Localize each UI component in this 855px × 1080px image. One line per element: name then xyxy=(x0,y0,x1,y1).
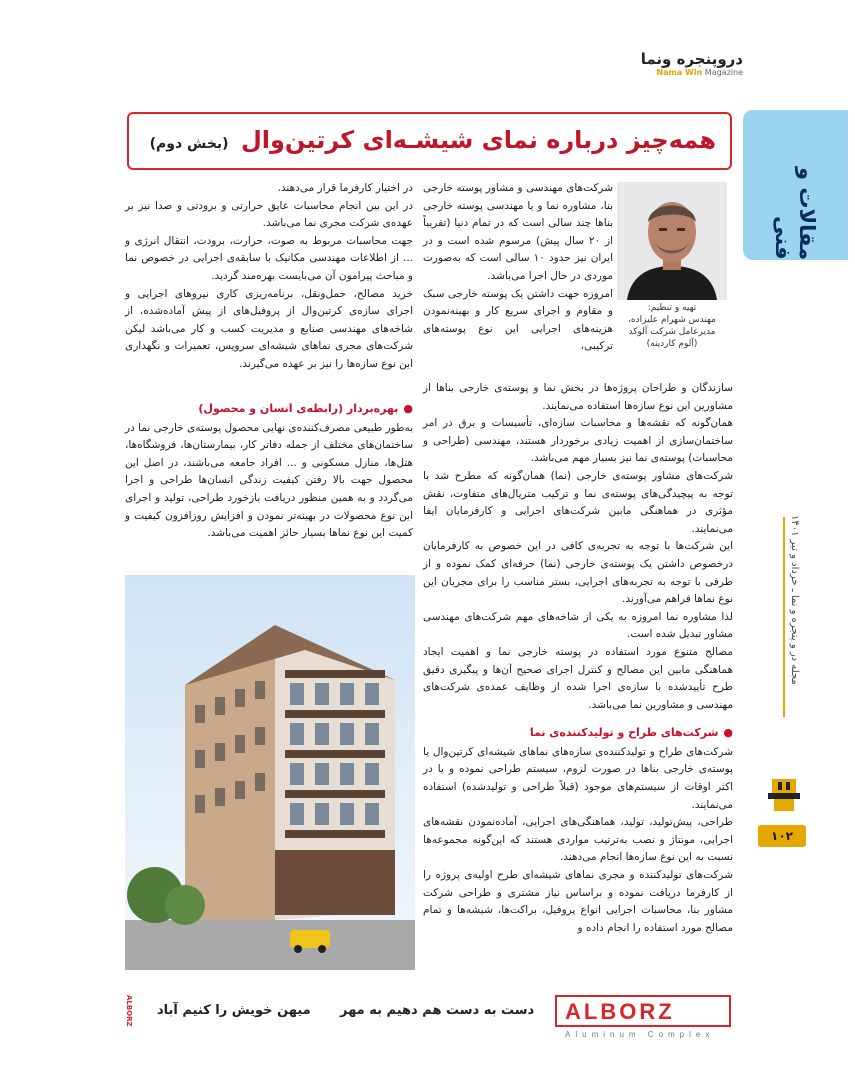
paragraph: شرکت‌های طراح و تولیدکننده‌ی سازه‌های نماهای شیشه‌ای کرتین‌وال یا پوسته‌ی خارجی بناها در صورت لزوم، سیستم طراحی نموده و یا در اکثر اوقات از سیستم‌های موجود (قبلاً طراحی و تولیدشده) استفاده می‌نمایند. xyxy=(423,745,733,811)
paragraph: مصالح متنوع مورد استفاده در پوسته خارجی نما و اهمیت ایجاد هماهنگی مابین این مصالح و کنترل اجرای صحیح آن‌ها و پیگیری دقیق طرح تأییدشده با سازه‌ی اجرا شده از وظایف عمده‌ی شرکت‌های مهندسی و مشاورین نما می‌باشد. xyxy=(423,645,733,711)
section-heading-text: بهره‌بردار (رابطه‌ی انسان و محصول) xyxy=(198,402,399,415)
paragraph: شرکت‌های مشاور پوسته‌ی خارجی (نما) همان‌گونه که مطرح شد با توجه به پیچیدگی‌های پوسته‌ی نما و ترکیب متریال‌های متفاوت، نقش مؤثری در هماهنگی مابین شرکت‌های اجرایی و کارفرمایان ایفا می‌نمایند. xyxy=(423,469,733,535)
paragraph: طراحی، پیش‌تولید، تولید، هماهنگی‌های اجرایی، آماده‌نمودن نقشه‌های اجرایی، مونتاژ و نصب به‌ترتیب مواردی هستند که این‌گونه مجموعه‌ها نسبت به این نوع سازه‌ها انجام می‌دهند. xyxy=(423,816,733,864)
footer-side-brand-text: ALBORZ xyxy=(125,995,133,1027)
left-column-top xyxy=(125,180,413,374)
author-caption-line: تهیه و تنظیم: xyxy=(647,303,697,313)
article-title-main: همه‌چیز درباره نمای شیشـه‌ای کرتین‌وال xyxy=(240,126,716,154)
paragraph: این شرکت‌ها با توجه به تجربه‌ی کافی در این خصوص به کارفرمایان درخصوص داشتن یک پوسته‌ی خارجی (نما) حرفه‌ای کمک نموده و از طرفی با توجه به تجربه‌های اجرایی، بستر مناسب را برای مجریان این نوع نماها فراهم می‌آورند. xyxy=(423,540,733,606)
paragraph: جهت محاسبات مربوط به صوت، حرارت، برودت، انتقال انرژی و ... از اطلاعات مهندسی مکانیک با سابقه‌ی اجرایی در خصوص نما و مباحث پیرامون آن می‌بایست بهره‌مند گردید. xyxy=(125,234,413,282)
paragraph: لذا مشاوره نما امروزه به یکی از شاخه‌های مهم شرکت‌های مهندسی مشاور تبدیل شده است. xyxy=(423,610,733,641)
section-heading-text: شرکت‌های طراح و تولیدکننده‌ی نما xyxy=(529,726,719,740)
author-photo xyxy=(617,182,727,300)
issue-strip-text: مجله در و پنجره و نما ـ خرداد و تیر ۱۴۰۱ xyxy=(789,515,800,685)
building-illustration xyxy=(125,575,415,970)
paragraph: شرکت‌های مهندسی و مشاور پوسته خارجی بنا، مشاوره نما و یا مهندسی پوسته خارجی بناها چند سالی است که در تمام دنیا (تقریباً از ۲۰ سال پیش) مرسوم شده است و در ایران نیز حدود ۱۰ سالی است که به‌صورت موردی در حال اجرا می‌باشد. xyxy=(423,182,614,282)
bullet-icon: ● xyxy=(723,726,733,740)
paragraph: شرکت‌های تولیدکننده و مجری نماهای شیشه‌ای طرح اولیه‌ی پروژه را از کارفرما دریافت نموده و براساس نیاز مشتری و طراحی شرکت مشاور بنا، محاسبات اجرایی انواع پروفیل، براکت‌ها، شیشه‌ها و تمام مصالح مورد استفاده را انجام داده و xyxy=(423,869,733,934)
left-column-mid xyxy=(125,400,413,543)
author-portrait xyxy=(617,182,727,300)
paragraph: همان‌گونه که نقشه‌ها و محاسبات سازه‌ای، تأسیسات و برق در امر ساختمان‌سازی از اهمیت زیادی برخوردار هستند، مهندسی (طراحی و محاسبات) پوسته‌ی نما نیز بسیار مهم می‌باشد. xyxy=(423,417,733,465)
paragraph: خرید مصالح، حمل‌ونقل، برنامه‌ریزی کاری نیروهای اجرایی و اجرای سازه‌ی کرتین‌وال از پروفیل‌های از پیش آماده‌شده، از شاخه‌های مهندسی صنایع و مدیریت کسب و کار می‌باشد لیکن شرکت‌های مجری نماهای شیشه‌ای سرویس، تعمیرات و نگهداری این نوع سازه‌ها را نیز بر عهده می‌گیرند. xyxy=(125,287,413,370)
paragraph: امروزه جهت داشتن یک پوسته خارجی سبک و مقاوم و اجرای سریع کار و بهینه‌نمودن هزینه‌های اجرایی این نوع پوسته‌های ترکیبی، xyxy=(423,287,613,353)
magazine-word-en: Magazine xyxy=(704,68,743,77)
article-title-part: (بخش دوم) xyxy=(149,136,229,152)
issue-strip-bar xyxy=(783,517,785,717)
section-tab xyxy=(743,110,848,260)
footer-side-brand xyxy=(124,993,138,1027)
magazine-logo xyxy=(613,50,743,80)
paragraph: به‌طور طبیعی مصرف‌کننده‌ی نهایی محصول پوسته‌ی خارجی نما در ساختمان‌های مختلف از جمله دفاتر کار، بیمارستان‌ها، فروشگاه‌ها، هتل‌ها، منازل مسکونی و ... افراد جامعه می‌باشند، در اصل این محصول جهت بالا رفتن کیفیت زندگی انسان‌ها طراحی و اجرا می‌گردد و به همین منظور دریافت بازخورد طراحی، تولید و اجرای این نوع محصولات در بهینه‌تر نمودن و افزایش روزافزون کیفیت و کمیت این نوع نماها بسیار حائز اهمیت می‌باشد. xyxy=(125,421,413,540)
alborz-logo-text: ALBORZ xyxy=(565,999,675,1024)
magazine-brand-en: Nama Win xyxy=(656,68,703,77)
paragraph: سازندگان و طراحان پروژه‌ها در بخش نما و پوسته‌ی خارجی بناها از مشاورین این نوع سازه‌ها استفاده می‌نمایند. xyxy=(423,382,733,412)
author-caption-line: (آلوم کاردینه) xyxy=(646,339,698,349)
paragraph: در این بین انجام محاسبات عایق حرارتی و برودتی و صدا نیز بر عهده‌ی شرکت مجری نما می‌باشد. xyxy=(125,199,413,230)
section-heading xyxy=(423,724,733,742)
section-tab-label: مقالات و فنی xyxy=(771,166,819,260)
footer-slogan: میهن خویش را کنیم آباد xyxy=(157,1003,311,1018)
author-caption xyxy=(617,302,727,350)
building-photo xyxy=(125,575,415,970)
alborz-logo-subtitle: Aluminum Complex xyxy=(565,1030,715,1039)
right-column-main xyxy=(423,380,733,937)
magazine-logo-fa: دروپنجره ونما xyxy=(640,50,743,68)
article-title-box xyxy=(127,112,732,170)
page-number: ۱۰۲ xyxy=(758,825,806,847)
article-title xyxy=(150,126,716,154)
alborz-logo xyxy=(555,995,731,1027)
bullet-icon: ● xyxy=(403,402,413,415)
issue-strip xyxy=(769,505,829,725)
section-heading xyxy=(125,400,413,418)
author-caption-line: مهندس شهرام علیزاده، xyxy=(627,315,716,325)
window-logo-icon xyxy=(766,775,802,815)
footer-slogan: دست به دست هم دهیم به مهر xyxy=(340,1003,535,1018)
magazine-logo-en xyxy=(613,68,743,77)
author-caption-line: مدیرعامل شرکت آلوکد xyxy=(628,327,716,337)
right-column-top xyxy=(423,180,613,356)
paragraph: در اختیار کارفرما قرار می‌دهند. xyxy=(277,182,413,194)
